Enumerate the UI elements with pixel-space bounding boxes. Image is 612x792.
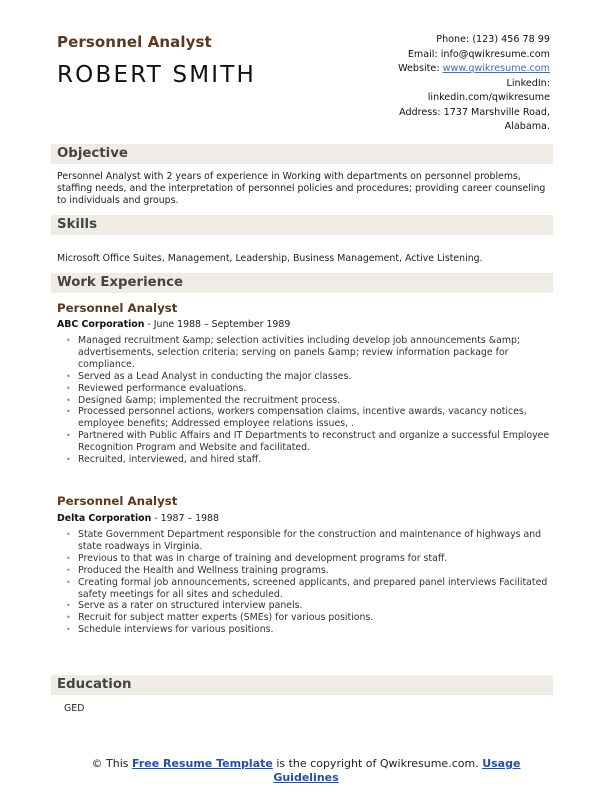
contact-address	[310, 106, 550, 121]
job-2-title: Personnel Analyst	[57, 494, 178, 508]
address-line2: Alabama.	[504, 121, 550, 132]
list-item: • Processed personnel actions, workers compensation claims, incentive awards, vacancy notices, employee benefits; Addressed employee relations issues, .	[57, 406, 553, 430]
phone-label: Phone:	[436, 34, 470, 45]
phone-value: (123) 456 78 99	[472, 34, 550, 45]
contact-phone	[310, 33, 550, 48]
candidate-name: ROBERT SMITH	[57, 62, 257, 88]
address-label: Address:	[399, 106, 441, 118]
list-item: • Recruited, interviewed, and hired staff.	[57, 454, 553, 466]
list-item: • Creating formal job announcements, screened applicants, and prepared panel interviews Facilitated safety meetings for all sites and scheduled.	[57, 577, 553, 601]
skills-text: Microsoft Office Suites, Management, Leadership, Business Management, Active Listening.	[57, 253, 483, 264]
skills-section-bar	[51, 215, 553, 235]
email-value: info@qwikresume.com	[440, 48, 550, 60]
email-label: Email:	[407, 48, 438, 60]
job-2-dates: - 1987 – 1988	[151, 513, 219, 524]
footer-copyright: © This	[91, 757, 133, 770]
job-1-title: Personnel Analyst	[57, 301, 178, 315]
objective-heading: Objective	[57, 146, 128, 161]
linkedin-value: linkedin.com/qwikresume	[427, 92, 550, 103]
work-heading: Work Experience	[57, 275, 184, 290]
list-item: • Reviewed performance evaluations.	[57, 383, 553, 395]
contact-address-line2-row	[310, 120, 550, 135]
job-1-employer	[57, 319, 290, 330]
education-text: GED	[64, 703, 85, 714]
list-item: • Designed &amp; implemented the recruitment process.	[57, 395, 553, 407]
contact-website	[310, 62, 550, 77]
website-label: Website:	[398, 63, 440, 74]
list-item: • Previous to that was in charge of training and development programs for staff.	[57, 553, 553, 565]
contact-block	[310, 33, 550, 135]
list-item: • Served as a Lead Analyst in conducting the major classes.	[57, 371, 553, 383]
website-link[interactable]: www.qwikresume.com	[442, 63, 550, 74]
footer-middle: is the copyright of Qwikresume.com.	[272, 757, 483, 770]
list-item: • State Government Department responsible for the construction and maintenance of highways and state roadways in Virginia.	[57, 529, 553, 553]
linkedin-label: LinkedIn:	[506, 77, 550, 89]
contact-email	[310, 48, 550, 63]
education-heading: Education	[57, 677, 132, 692]
job-2-employer	[57, 513, 219, 524]
objective-text: Personnel Analyst with 2 years of experience in Working with departments on personnel problems, staffing needs, and the interpretation of personnel policies and procedures; providing career counseling to individuals and groups.	[57, 171, 546, 206]
job-1-bullets	[57, 335, 553, 466]
job-title: Personnel Analyst	[57, 33, 212, 51]
list-item: • Produced the Health and Wellness training programs.	[57, 565, 553, 577]
free-resume-template-link[interactable]: Free Resume Template	[132, 757, 273, 770]
contact-linkedin-label-row	[310, 77, 550, 92]
job-2-company: Delta Corporation	[57, 513, 152, 524]
job-2-bullets	[57, 529, 553, 636]
job-1-dates: - June 1988 – September 1989	[144, 319, 291, 330]
usage-guidelines-link[interactable]: Usage Guidelines	[273, 757, 521, 784]
address-line1: 1737 Marshville Road,	[443, 106, 550, 118]
skills-heading: Skills	[57, 217, 98, 232]
list-item: • Managed recruitment &amp; selection activities including develop job announcements &amp; advertisements, selection criteria; serving on panels &amp; review information package for compliance.	[57, 335, 553, 371]
list-item: • Serve as a rater on structured interview panels.	[57, 600, 553, 612]
contact-linkedin-value-row	[310, 91, 550, 106]
footer	[60, 757, 552, 785]
list-item: • Recruit for subject matter experts (SMEs) for various positions.	[57, 612, 553, 624]
list-item: • Partnered with Public Affairs and IT Departments to reconstruct and organize a successful Employee Recognition Program and Website and facilitated.	[57, 430, 553, 454]
job-1-company: ABC Corporation	[57, 319, 145, 330]
list-item: • Schedule interviews for various positions.	[57, 624, 553, 636]
